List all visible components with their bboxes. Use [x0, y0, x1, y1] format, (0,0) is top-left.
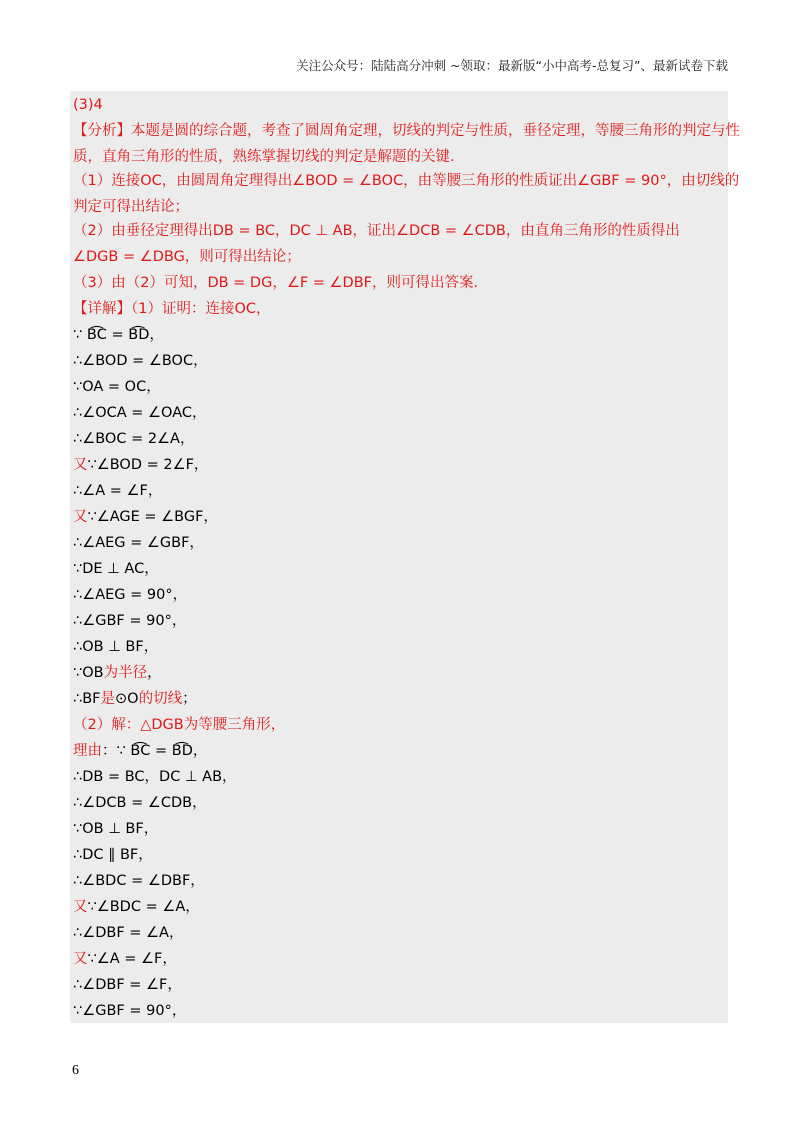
solution-line: ∴∠AEG = ∠GBF，: [73, 535, 204, 551]
solution-line: ∴∠BOC = 2∠A，: [73, 431, 195, 447]
solution-line: ∴DC ∥ BF，: [73, 847, 153, 863]
solution-line: 又∵∠BDC = ∠A，: [73, 899, 200, 915]
solution-line: 判定可得出结论；: [73, 199, 189, 215]
solution-line: （2）解：△DGB为等腰三角形，: [73, 717, 286, 733]
solution-line: ∴∠GBF = 90°，: [73, 613, 187, 629]
solution-line: （3）由（2）可知，DB = DG，∠F = ∠DBF，则可得出答案.: [73, 275, 479, 291]
solution-line: （1）连接OC，由圆周角定理得出∠BOD = ∠BOC，由等腰三角形的性质证出∠GBF = 90°，由切线的: [73, 173, 740, 189]
solution-line: ∴∠DBF = ∠A，: [73, 925, 184, 941]
page-header: 关注公众号：陆陆高分冲刺 ~领取：最新版“小中高考-总复习”、最新试卷下载: [296, 58, 728, 73]
solution-line: ∵DE ⊥ AC，: [73, 561, 159, 577]
solution-line: 又∵∠BOD = 2∠F，: [73, 457, 209, 473]
solution-line: ∴∠AEG = 90°，: [73, 587, 188, 603]
solution-line: 【分析】本题是圆的综合题，考查了圆周角定理，切线的判定与性质，垂径定理，等腰三角形的判定与性: [73, 123, 740, 139]
solution-line: (3)4: [73, 97, 103, 113]
page-number: 6: [72, 1063, 79, 1078]
solution-line: ∵ B͡C = B͡D，: [73, 327, 164, 343]
solution-line: （2）由垂径定理得出DB = BC，DC ⊥ AB，证出∠DCB = ∠CDB，由直角三角形的性质得出: [73, 223, 680, 239]
solution-line: ∴∠OCA = ∠OAC，: [73, 405, 207, 421]
solution-line: 又∵∠AGE = ∠BGF，: [73, 509, 218, 525]
solution-block: [70, 91, 740, 1023]
solution-line: ∵OB为半径，: [73, 665, 162, 681]
solution-line: 又∵∠A = ∠F，: [73, 951, 177, 967]
solution-line: ∴DB = BC，DC ⊥ AB，: [73, 769, 237, 785]
solution-line: ∵∠GBF = 90°，: [73, 1003, 187, 1019]
solution-line: ∴BF是⊙O的切线；: [73, 691, 197, 707]
solution-line: ∴∠BOD = ∠BOC，: [73, 353, 208, 369]
solution-line: ∴∠DBF = ∠F，: [73, 977, 182, 993]
solution-line: 质，直角三角形的性质，熟练掌握切线的判定是解题的关键.: [73, 149, 455, 165]
solution-line: ∴∠A = ∠F，: [73, 483, 163, 499]
solution-line: 理由：∵ B͡C = B͡D，: [73, 743, 208, 759]
solution-line: ∴OB ⊥ BF，: [73, 639, 159, 655]
solution-line: ∴∠BDC = ∠DBF，: [73, 873, 205, 889]
solution-line: 【详解】（1）证明：连接OC，: [73, 301, 271, 317]
solution-line: ∵OB ⊥ BF，: [73, 821, 159, 837]
solution-line: ∴∠DCB = ∠CDB，: [73, 795, 207, 811]
solution-line: ∵OA = OC，: [73, 379, 161, 395]
solution-line: ∠DGB = ∠DBG，则可得出结论；: [73, 249, 301, 265]
